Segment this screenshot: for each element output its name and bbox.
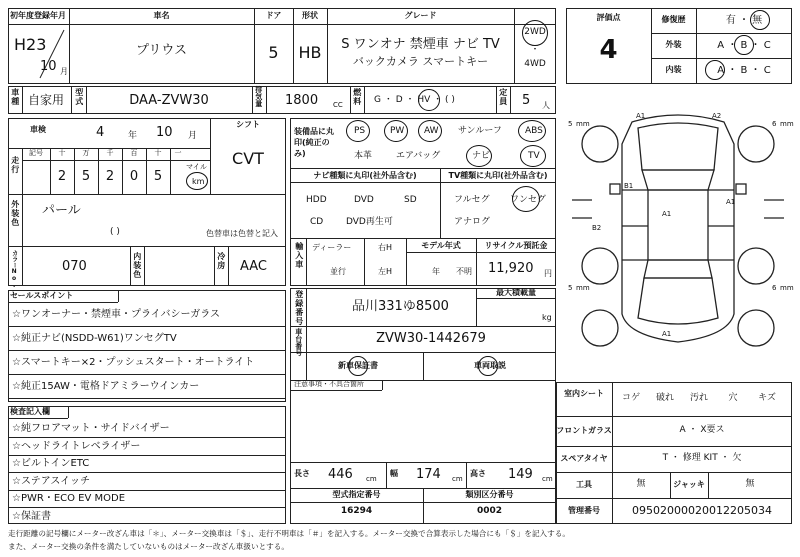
inspector-note-item: ☆純フロアマット・サイドバイザー <box>12 423 170 434</box>
displacement-label: 排気量 <box>254 86 263 107</box>
class-no-label: 類別区分番号 <box>465 490 514 499</box>
reg-year: H23 <box>14 35 47 54</box>
sales-point-rule <box>8 326 286 327</box>
navi-dvd: DVD <box>354 195 374 205</box>
odometer-digit: 2 <box>57 169 67 184</box>
management-no: 09502000020012205034 <box>632 504 772 517</box>
seat-option: キズ <box>758 393 776 403</box>
seat-label: 室内シート <box>564 389 604 398</box>
spare-tire-label: スペアタイヤ <box>560 454 608 463</box>
fuel-label: 燃料 <box>352 88 362 106</box>
model-year-label: モデル年式 <box>421 241 461 250</box>
footer-note-2: また、メーター交換の条件を満たしていないものはメーター改ざん車扱いとする。 <box>8 542 289 551</box>
exterior-b-circle <box>734 35 754 55</box>
equip-navi: ナビ <box>472 151 491 161</box>
jack-label: ジャッキ <box>673 480 705 489</box>
sales-points-label: セールスポイント <box>10 291 74 300</box>
drive-dot: ・ <box>530 45 540 55</box>
inspector-note-rule <box>8 507 286 508</box>
new-car-warranty: 新車保証書 <box>338 361 378 370</box>
shape-label: 形状 <box>302 11 318 20</box>
tools-value: 無 <box>636 479 646 489</box>
inspector-note-rule <box>8 437 286 438</box>
tire-tread-label: 5 <box>568 284 573 292</box>
windshield-label: フロントガラス <box>556 426 612 435</box>
equip-abs-circle <box>518 120 546 142</box>
recycle-deposit-label: リサイクル預託金 <box>484 241 548 250</box>
repair-history-options: 有 ・ 無 <box>725 15 763 26</box>
reg-month-unit: 月 <box>60 67 68 76</box>
capacity-label: 定員 <box>498 88 508 106</box>
damage-mark: A1 <box>636 112 646 120</box>
seat-option: 破れ <box>655 393 674 403</box>
length: 446 <box>328 467 353 482</box>
inspector-note-rule <box>8 455 286 456</box>
use-type: 自家用 <box>28 93 65 107</box>
tools-label: 工具 <box>576 480 592 489</box>
roof-panel <box>648 190 708 260</box>
sales-point-rule <box>8 398 286 399</box>
reg-year-label: 初年度登録年月 <box>10 11 66 20</box>
odometer-header: 百 <box>130 149 138 157</box>
equip-aw: AW <box>424 126 439 136</box>
odometer-digit: 0 <box>129 169 139 184</box>
tv-oneseg-circle <box>512 186 540 212</box>
equip-airbag: エアバッグ <box>396 151 441 161</box>
tv-analog: アナログ <box>454 217 491 227</box>
width-label: 幅 <box>390 469 398 478</box>
door-label: ドア <box>265 11 282 20</box>
km-circle <box>186 172 208 190</box>
height-unit: cm <box>542 475 553 483</box>
fuel-options: G ・ D ・ HV ・ ( ) <box>374 95 455 105</box>
displacement: 1800 <box>285 93 319 108</box>
odometer-header: 万 <box>82 149 90 157</box>
height-label: 高さ <box>470 469 486 478</box>
tv-type-label: TV種類に丸印(社外品含む) <box>448 171 548 180</box>
color-no-label: カラーNo. <box>10 250 18 289</box>
shift-label: シフト <box>236 120 260 129</box>
inspector-note-item: ☆ステアスイッチ <box>12 475 90 487</box>
inspector-note-item: ☆保証書 <box>12 510 51 522</box>
odometer-digit: 5 <box>81 169 91 184</box>
use-label: 車種 <box>10 88 20 106</box>
width: 174 <box>416 467 441 482</box>
damage-diagram <box>562 104 794 374</box>
sales-point-rule <box>8 374 286 375</box>
tire-tread-label: 5 <box>568 120 573 128</box>
inspection-label: 車検 <box>30 125 46 134</box>
mm-label: mm <box>780 120 794 128</box>
import-right-hand: 右H <box>378 243 393 252</box>
capacity-unit: 人 <box>542 101 550 110</box>
damage-mark: A1 <box>662 210 672 218</box>
inspector-note-rule <box>8 490 286 491</box>
inspection-year-unit: 年 <box>128 131 138 141</box>
interior-options: A ・ B ・ C <box>717 65 771 76</box>
seat-option: 汚れ <box>689 393 708 403</box>
tv-oneseg: ワンセグ <box>510 195 547 205</box>
type-no-label: 型式指定番号 <box>332 490 381 499</box>
damage-mark: A1 <box>726 198 736 206</box>
odometer-header: 記号 <box>29 149 43 157</box>
tire-tread-label: 6 <box>772 120 777 128</box>
import-left-hand: 左H <box>378 267 393 276</box>
interior-color-label: 内装色 <box>132 252 142 279</box>
inspection-year: 4 <box>96 125 105 140</box>
sales-point-item: ☆スマートキー×2・プッシュスタート・オートライト <box>12 357 255 368</box>
exterior-color-label: 外装色 <box>10 200 20 227</box>
ac-type: AAC <box>240 259 267 274</box>
odometer-digit: 5 <box>153 169 163 184</box>
length-unit: cm <box>366 475 377 483</box>
registration-number: 品川331ゆ8500 <box>352 299 449 314</box>
seat-option: コゲ <box>621 393 640 403</box>
equip-tv: TV <box>528 151 540 161</box>
exterior-color: パール <box>42 203 81 218</box>
sales-point-item: ☆純正ナビ(NSDD-W61)ワンセグTV <box>12 333 177 344</box>
equip-navi-circle <box>466 145 492 167</box>
import-label: 輸入車 <box>294 242 304 269</box>
equip-aw-circle <box>418 120 442 142</box>
inspector-note-item: ☆ヘッドライトレベライザー <box>12 440 141 452</box>
equip-pw-circle <box>384 120 408 142</box>
tv-fullseg: フルセグ <box>454 195 490 205</box>
interior-a-circle <box>705 60 725 80</box>
inspector-notes-label: 検査記入欄 <box>10 407 50 416</box>
recycle-deposit-unit: 円 <box>544 269 552 278</box>
tire-tread-label: 6 <box>772 284 777 292</box>
sales-point-rule <box>8 350 286 351</box>
front-right-tire <box>738 126 774 162</box>
payload-label: 最大積載量 <box>496 288 536 297</box>
damage-mark: B1 <box>624 182 634 190</box>
reg-month: 10 <box>40 59 57 74</box>
equip-leather: 本革 <box>354 151 373 161</box>
equip-sunroof: サンルーフ <box>458 126 502 136</box>
inspector-note-item: ☆ビルトインETC <box>12 458 90 469</box>
mm-label: mm <box>780 284 794 292</box>
equipment-label: 装備品に丸印(純正のみ) <box>294 127 334 159</box>
mile-label: マイル <box>186 163 207 171</box>
windshield-options: A ・ X要ス <box>679 425 725 435</box>
door-count: 5 <box>268 43 279 62</box>
spare-tire-options: T ・ 修理 KIT ・ 欠 <box>662 453 742 463</box>
grade-line-2: バックカメラ スマートキー <box>352 55 489 68</box>
navi-type-label: ナビ種類に丸印(社外品含む) <box>313 171 417 180</box>
rear-right-tire <box>738 248 774 284</box>
color-change-note: 色替車は色替と記入 <box>206 229 278 238</box>
model-code: DAA-ZVW30 <box>129 93 209 108</box>
shift-type: CVT <box>232 149 264 168</box>
rear-left-tire <box>582 248 618 284</box>
score-value: 4 <box>599 35 618 65</box>
navi-cd: CD <box>310 217 324 227</box>
fuel-hv-circle <box>418 89 440 111</box>
displacement-unit: CC <box>333 101 343 109</box>
model-year-value: 不明 <box>456 267 472 276</box>
exterior-label: 外装 <box>665 40 682 49</box>
type-no: 16294 <box>340 506 373 516</box>
seat-option: 穴 <box>728 393 738 403</box>
payload-unit: kg <box>542 313 552 322</box>
width-unit: cm <box>452 475 463 483</box>
mm-label: mm <box>576 120 590 128</box>
owner-manual: 車両取説 <box>474 361 506 370</box>
front-left-tire <box>582 126 618 162</box>
odometer-digit: 2 <box>105 169 115 184</box>
body-shape: HB <box>298 43 322 62</box>
odometer-header: 千 <box>106 149 114 157</box>
recycle-deposit: 11,920 <box>488 261 534 276</box>
ac-label: 冷房 <box>216 252 226 270</box>
exterior-options: A ・ B ・ C <box>717 40 771 51</box>
capacity: 5 <box>522 93 531 108</box>
drive-2wd-circle <box>522 20 548 46</box>
equip-tv-circle <box>520 145 546 167</box>
notes-label: 注意事項・不具合箇所 <box>294 380 364 388</box>
rear-window <box>644 260 712 278</box>
chassis-number: ZVW30-1442679 <box>376 331 486 346</box>
repair-none-circle <box>750 10 770 30</box>
km-label: km <box>192 177 205 186</box>
model-year-unit: 年 <box>432 267 440 276</box>
damage-mark: B2 <box>592 224 602 232</box>
mm-label: mm <box>576 284 590 292</box>
height: 149 <box>508 467 533 482</box>
equip-abs: ABS <box>525 126 543 136</box>
equip-ps: PS <box>354 126 366 136</box>
trunk-panel <box>638 278 718 324</box>
equip-ps-circle <box>346 120 370 142</box>
drive-4wd: 4WD <box>524 59 546 69</box>
warranty-circle <box>348 356 368 376</box>
right-mirror <box>736 184 746 194</box>
odometer-header: 一 <box>174 149 182 157</box>
damage-mark: A1 <box>662 330 672 338</box>
manual-circle <box>478 356 498 376</box>
car-name-label: 車名 <box>153 11 170 20</box>
chassis-label: 車台番号 <box>294 328 303 356</box>
hood-panel <box>638 123 718 170</box>
odometer-header: 十 <box>154 149 162 157</box>
sales-point-item: ☆純正15AW・電格ドアミラーウインカー <box>12 381 200 392</box>
inspector-note-item: ☆PWR・ECO EV MODE <box>12 493 126 504</box>
class-no: 0002 <box>476 506 503 516</box>
spare-tire <box>582 310 618 346</box>
score-label: 評価点 <box>596 13 621 22</box>
spare-tire-right <box>738 310 774 346</box>
car-name: プリウス <box>135 43 188 58</box>
car-body-outline <box>622 115 734 342</box>
management-no-label: 管理番号 <box>568 506 600 515</box>
import-parallel: 並行 <box>330 267 346 276</box>
damage-mark: A2 <box>712 112 722 120</box>
mileage-label: 走行 <box>10 156 20 174</box>
repair-history-label: 修復歴 <box>661 15 686 24</box>
grade-label: グレード <box>404 11 437 20</box>
interior-label: 内装 <box>665 65 682 74</box>
odometer-header: 十 <box>58 149 66 157</box>
sales-point-item: ☆ワンオーナー・禁煙車・プライバシーガラス <box>12 309 220 320</box>
registration-label: 登録番号 <box>294 290 304 326</box>
left-mirror <box>610 184 620 194</box>
model-label: 型式 <box>74 88 84 106</box>
inspection-month: 10 <box>156 125 173 140</box>
windshield <box>642 170 714 190</box>
drive-2wd: 2WD <box>524 27 546 37</box>
footer-note-1: 走行距離の記号欄にメーター改ざん車は「＊」、メーター交換車は「＄」、走行不明車は「＃」を記入する。メーター交換で合算表示した場合にも「＄」を記入する。 <box>8 529 570 538</box>
grade-line-1: S ワンオナ 禁煙車 ナビ TV <box>341 37 500 52</box>
navi-dvd-play: DVD再生可 <box>346 217 393 227</box>
color-no: 070 <box>62 259 87 274</box>
color-change-paren: ( ) <box>110 227 120 237</box>
odometer-divider <box>170 148 171 194</box>
import-dealer: ディーラー <box>312 243 352 252</box>
navi-hdd: HDD <box>306 195 327 205</box>
inspection-month-unit: 月 <box>188 131 198 141</box>
inspector-note-rule <box>8 472 286 473</box>
jack-value: 無 <box>745 479 755 489</box>
navi-sd: SD <box>404 195 417 205</box>
length-label: 長さ <box>294 469 310 478</box>
equip-pw: PW <box>390 126 405 136</box>
